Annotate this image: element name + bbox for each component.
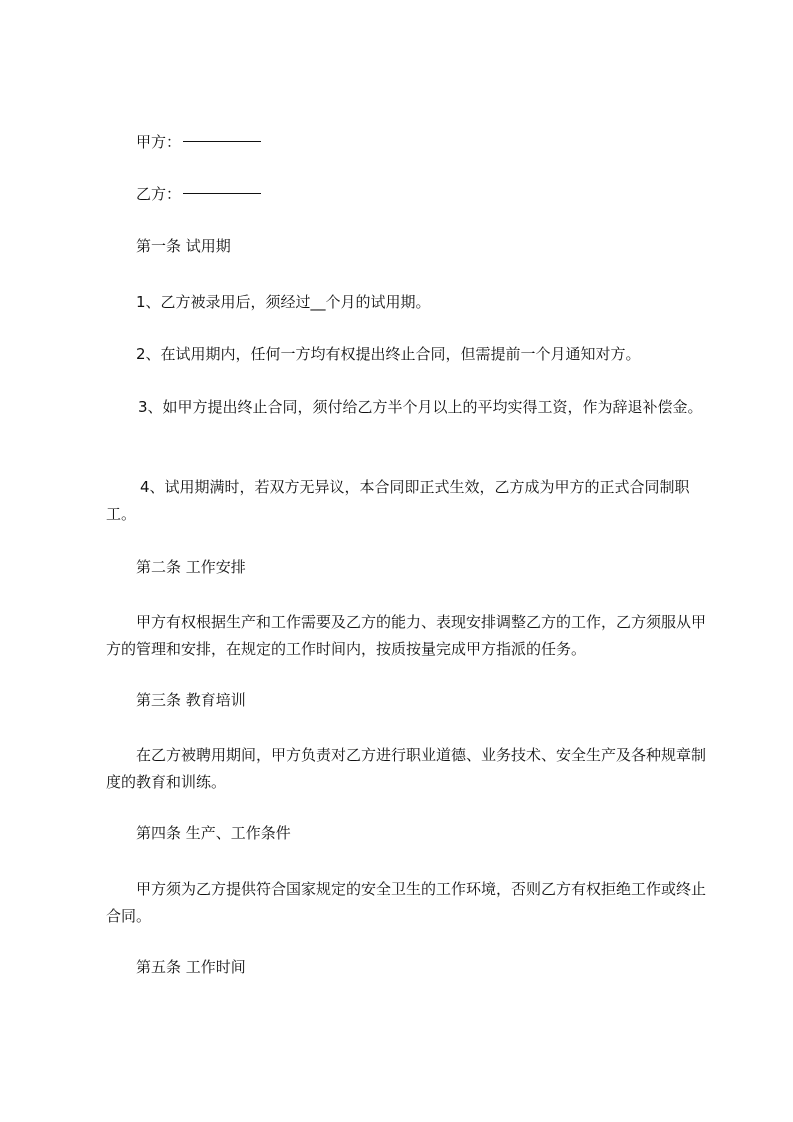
- section-1-item-1: 1、乙方被录用后，须经过__个月的试用期。: [136, 293, 431, 311]
- section-1-item-2: 2、在试用期内，任何一方均有权提出终止合同，但需提前一个月通知对方。: [136, 345, 641, 363]
- section-3-title: 第三条 教育培训: [136, 691, 246, 709]
- section-4-title: 第四条 生产、工作条件: [136, 824, 291, 842]
- section-5-title: 第五条 工作时间: [136, 958, 246, 976]
- section-1-title: 第一条 试用期: [136, 237, 231, 255]
- section-3-paragraph: 在乙方被聘用期间，甲方负责对乙方进行职业道德、业务技术、安全生产及各种规章制度的教育和训练。: [106, 746, 707, 791]
- section-4-paragraph: 甲方须为乙方提供符合国家规定的安全卫生的工作环境，否则乙方有权拒绝工作或终止合同。: [106, 880, 707, 925]
- section-2-title: 第二条 工作安排: [136, 558, 246, 576]
- party-a-blank: [183, 141, 261, 142]
- party-a-label: 甲方：: [136, 133, 182, 151]
- party-b-label: 乙方：: [136, 185, 182, 203]
- party-b-blank: [183, 193, 261, 194]
- section-2-paragraph: 甲方有权根据生产和工作需要及乙方的能力、表现安排调整乙方的工作，乙方须服从甲方的管理和安排，在规定的工作时间内，按质按量完成甲方指派的任务。: [106, 613, 707, 658]
- section-1-item-4: 4、试用期满时，若双方无异议，本合同即正式生效，乙方成为甲方的正式合同制职工。: [106, 478, 690, 523]
- party-a-line: [136, 132, 261, 152]
- party-b-line: [136, 184, 261, 204]
- section-1-item-3: 3、如甲方提出终止合同，须付给乙方半个月以上的平均实得工资，作为辞退补偿金。: [138, 398, 703, 416]
